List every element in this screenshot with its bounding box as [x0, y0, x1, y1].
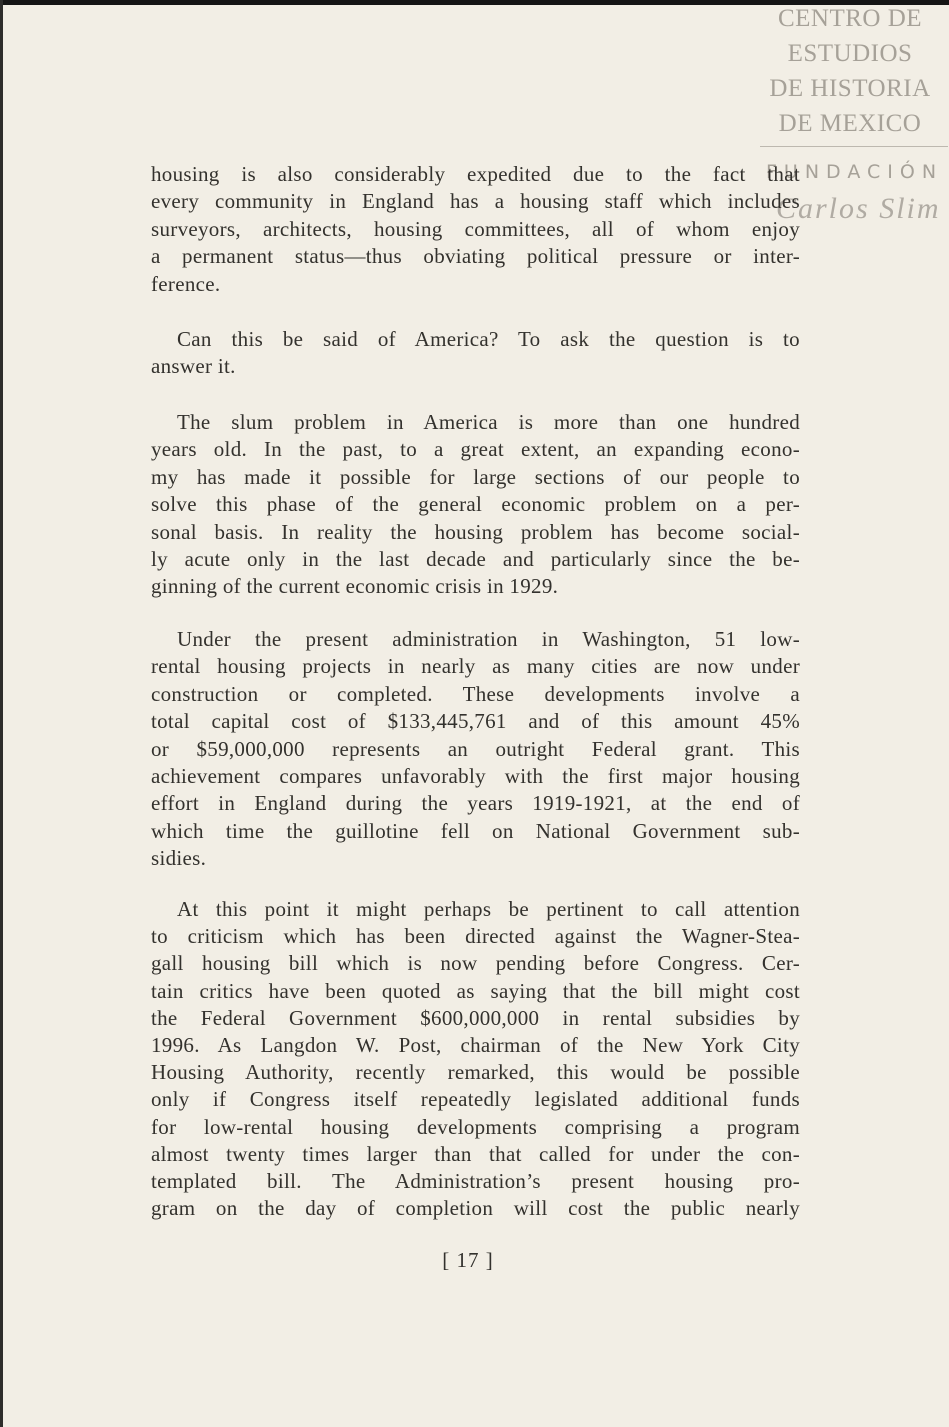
text-line: sidies.	[151, 846, 207, 871]
watermark-rule	[760, 146, 948, 147]
text-line: gram on the day of completion will cost the public nearly	[151, 1196, 800, 1221]
watermark-foundation: FUNDACIÓN	[766, 161, 944, 183]
text-line: sonal basis. In reality the housing problem has become social-	[151, 519, 800, 544]
text-line: a permanent status—thus obviating political pressure or inter-	[151, 244, 800, 269]
paragraph	[151, 326, 800, 381]
text-line: total capital cost of $133,445,761 and of this amount 45%	[151, 709, 800, 734]
watermark-line: DE MEXICO	[778, 110, 922, 137]
watermark-line: CENTRO DE	[777, 5, 923, 32]
text-line: Under the present administration in Washington, 51 low-	[177, 627, 800, 651]
text-line: Can this be said of America? To ask the question is to	[177, 327, 800, 351]
paragraph	[151, 161, 800, 298]
text-line: ference.	[151, 271, 221, 296]
text-line: or $59,000,000 represents an outright Federal grant. This	[151, 736, 800, 761]
paragraph	[151, 409, 800, 601]
text-line: At this point it might perhaps be pertinent to call attention	[177, 897, 800, 921]
text-line: my has made it possible for large sections of our people to	[151, 464, 800, 489]
text-line: housing is also considerably expedited due to the fact that	[151, 162, 800, 186]
text-line: tain critics have been quoted as saying that the bill might cost	[151, 978, 800, 1003]
text-line: Housing Authority, recently remarked, this would be possible	[151, 1060, 800, 1085]
text-line: for low-rental housing developments comprising a program	[151, 1114, 800, 1139]
text-line: answer it.	[151, 354, 236, 379]
text-line: 1996. As Langdon W. Post, chairman of the New York City	[151, 1033, 800, 1058]
text-line: construction or completed. These developments involve a	[151, 681, 800, 706]
text-line: years old. In the past, to a great extent, an expanding econo-	[151, 437, 800, 462]
text-line: effort in England during the years 1919-1921, at the end of	[151, 791, 800, 816]
text-line: which time the guillotine fell on National Government sub-	[151, 818, 800, 843]
text-line: the Federal Government $600,000,000 in rental subsidies by	[151, 1005, 800, 1030]
scan-edge-left	[0, 0, 3, 1427]
watermark-signature: Carlos Slim	[776, 192, 941, 225]
watermark-line: DE HISTORIA	[769, 75, 931, 102]
paragraph	[151, 896, 800, 1222]
text-line: to criticism which has been directed against the Wagner-Stea-	[151, 924, 800, 949]
text-line: almost twenty times larger than that called for under the con-	[151, 1141, 800, 1166]
text-line: every community in England has a housing staff which includes	[151, 189, 800, 214]
paragraph	[151, 626, 800, 873]
text-line: The slum problem in America is more than one hundred	[177, 410, 800, 434]
watermark-line: ESTUDIOS	[787, 40, 913, 67]
text-line: achievement compares unfavorably with the first major housing	[151, 764, 800, 789]
text-line: ginning of the current economic crisis in 1929.	[151, 574, 559, 599]
text-line: templated bill. The Administration’s present housing pro-	[151, 1169, 800, 1194]
text-line: solve this phase of the general economic problem on a per-	[151, 492, 800, 517]
text-line: only if Congress itself repeatedly legislated additional funds	[151, 1087, 800, 1112]
text-line: rental housing projects in nearly as many cities are now under	[151, 654, 800, 679]
page-number: [ 17 ]	[442, 1248, 494, 1272]
text-line: surveyors, architects, housing committees, all of whom enjoy	[151, 216, 800, 241]
watermark	[752, 1, 948, 141]
text-line: ly acute only in the last decade and particularly since the be-	[151, 547, 800, 572]
text-line: gall housing bill which is now pending before Congress. Cer-	[151, 951, 800, 976]
